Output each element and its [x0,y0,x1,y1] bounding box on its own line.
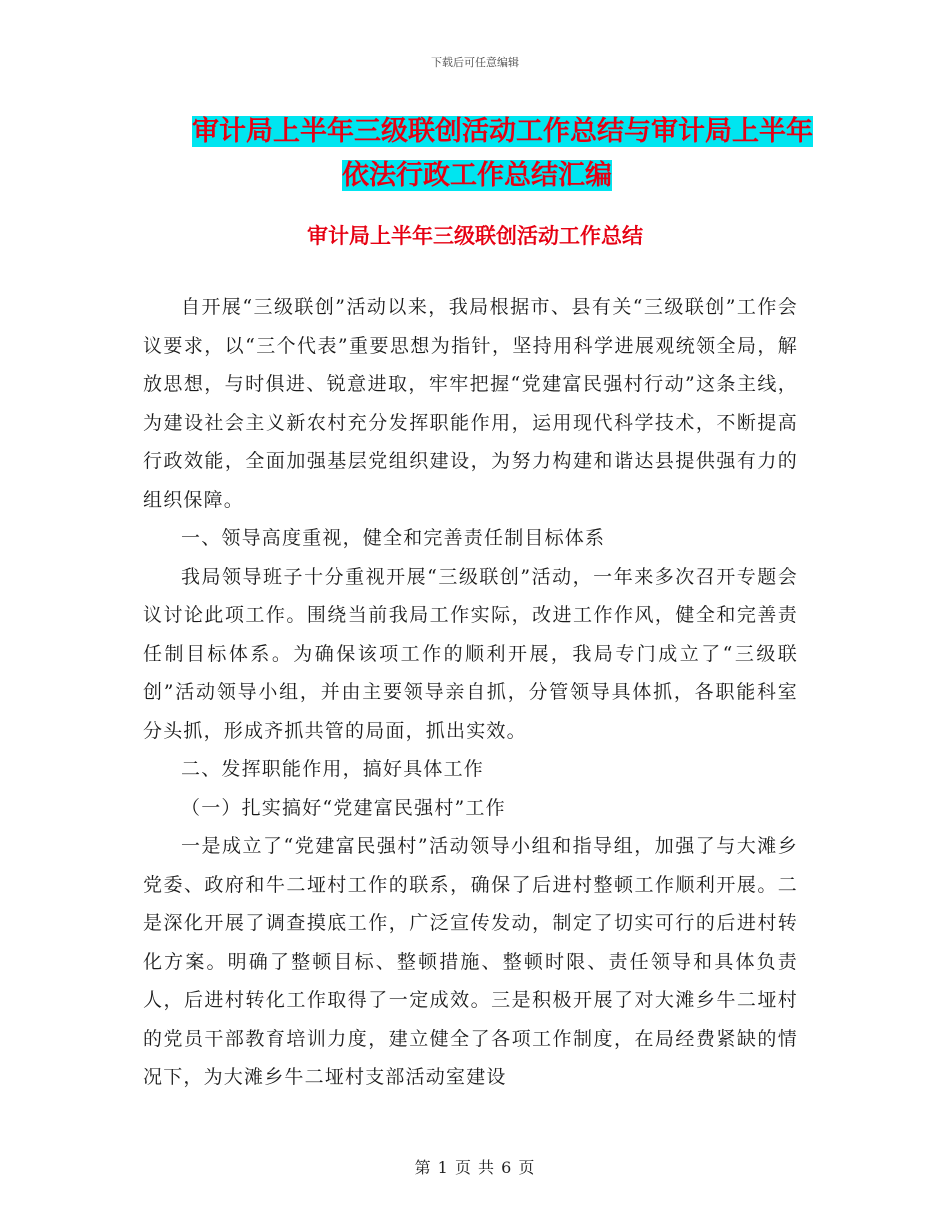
document-title-line-1 [150,110,830,154]
section-title: 审计局上半年三级联创活动工作总结 [307,224,643,248]
heading-subsection-1: （一）扎实搞好“党建富民强村”工作 [181,796,506,819]
paragraph-intro: 自开展“三级联创”活动以来，我局根据市、县有关“三级联创”工作会议要求，以“三个代表”重要思想为指针，坚持用科学进展观统领全局，解放思想，与时俱进、锐意进取，牢牢把握“党建富民强村行动”这条主线，为建设社会主义新农村充分发挥职能作用，运用现代科学技术，不断提高行政效能，全面加强基层党组织建设，为努力构建和谐达县提供强有力的组织保障。 [143,296,798,511]
document-title-line-2-text: 依法行政工作总结汇编 [342,160,612,191]
heading-section-1: 一、领导高度重视，健全和完善责任制目标体系 [181,527,606,549]
document-body [143,288,798,1097]
document-title-line-2 [150,154,830,198]
heading-section-2: 二、发挥职能作用，搞好具体工作 [181,758,485,780]
paragraph-section-1: 我局领导班子十分重视开展“三级联创”活动，一年来多次召开专题会议讨论此项工作。围绕当前我局工作实际，改进工作作风，健全和完善责任制目标体系。为确保该项工作的顺利开展，我局专门成立了“三级联创”活动领导小组，并由主要领导亲自抓，分管领导具体抓，各职能科室分头抓，形成齐抓共管的局面，抓出实效。 [143,565,798,742]
header-note: 下载后可任意编辑 [431,56,519,69]
page-number: 第 1 页 共 6 页 [414,1158,536,1177]
paragraph-subsection-1: 一是成立了“党建富民强村”活动领导小组和指导组，加强了与大滩乡党委、政府和牛二垭村工作的联系，确保了后进村整顿工作顺利开展。二是深化开展了调查摸底工作，广泛宣传发动，制定了切实可行的后进村转化方案。明确了整顿目标、整顿措施、整顿时限、责任领导和具体负责人，后进村转化工作取得了一定成效。三是积极开展了对大滩乡牛二垭村的党员干部教育培训力度，建立健全了各项工作制度，在局经费紧缺的情况下，为大滩乡牛二垭村支部活动室建设 [143,835,798,1088]
document-title-line-1-text: 审计局上半年三级联创活动工作总结与审计局上半年 [192,116,813,147]
document-title [150,110,830,198]
